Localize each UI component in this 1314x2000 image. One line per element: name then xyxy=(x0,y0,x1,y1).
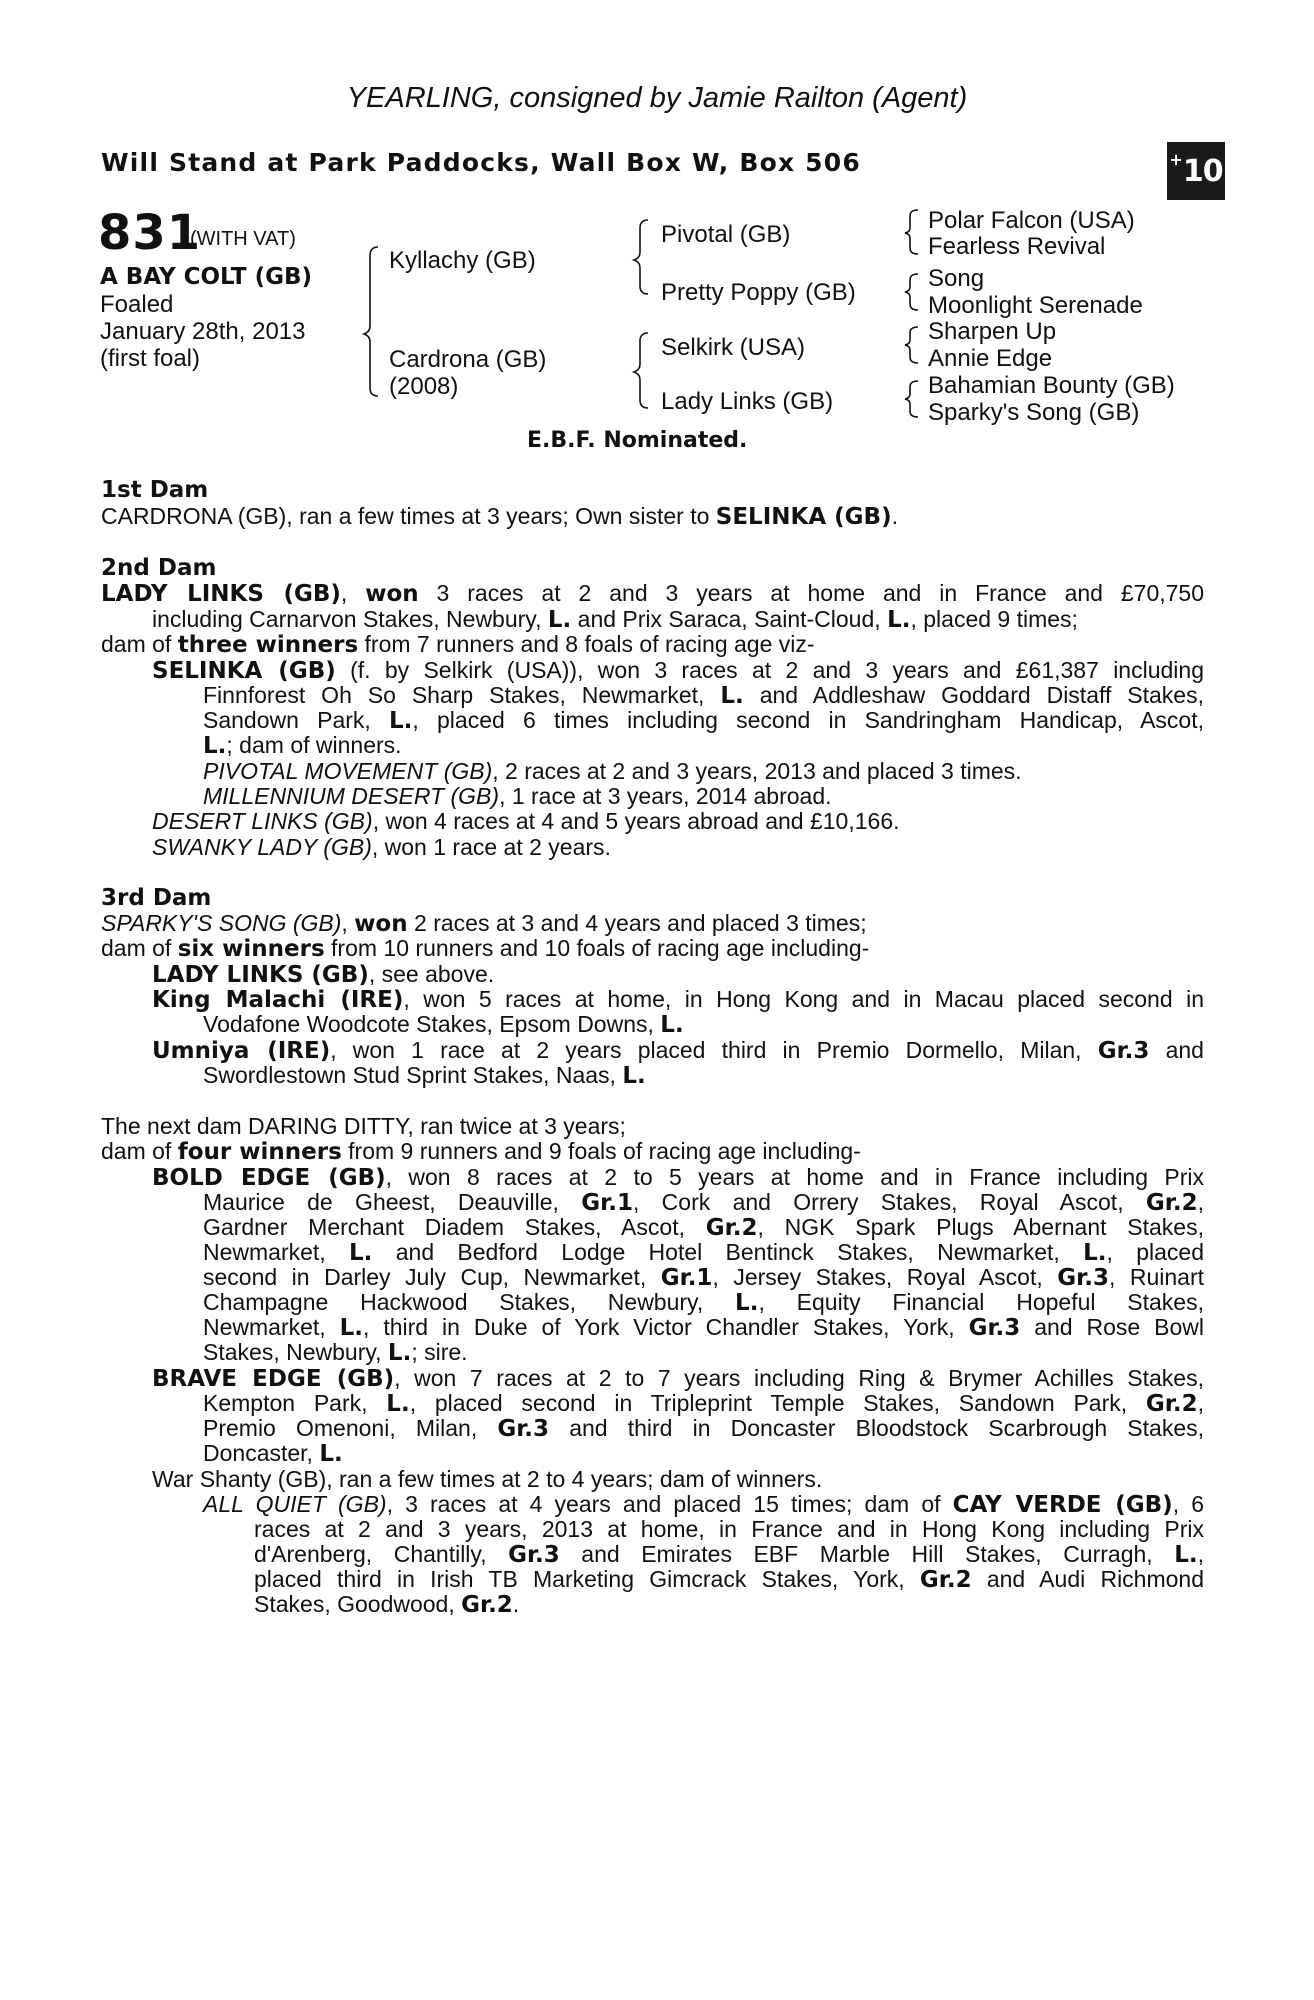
first-dam-desc: CARDRONA (GB), ran a few times at 3 years; Own sister to xyxy=(101,503,716,529)
text: , see above. xyxy=(368,961,495,987)
text: , placed 6 times including second in Sandringham Handicap, Ascot, xyxy=(412,707,1205,733)
text: Swordlestown Stud Sprint Stakes, Naas, xyxy=(203,1062,623,1088)
millennium-desert-line xyxy=(203,784,1204,810)
text: and third in Doncaster Bloodstock Scarbrough Stakes, xyxy=(549,1415,1205,1441)
group-1: Gr.1 xyxy=(660,1265,713,1291)
next-dam-line: The next dam DARING DITTY, ran twice at 3 years; xyxy=(101,1113,626,1139)
horse-name: SPARKY'S SONG (GB) xyxy=(101,910,342,936)
g3-name: Sparky's Song (GB) xyxy=(928,399,1140,426)
text: , NGK Spark Plugs Abernant Stakes, xyxy=(757,1214,1204,1240)
horse-name: PIVOTAL MOVEMENT (GB) xyxy=(203,758,493,784)
brave-edge-line3 xyxy=(203,1416,1204,1443)
text: Premio Omenoni, Milan, xyxy=(203,1415,498,1441)
group-2: Gr.2 xyxy=(1145,1391,1198,1417)
winners-count: four winners xyxy=(177,1139,342,1165)
text: , won 7 races at 2 to 7 years including Ring & Brymer Achilles Stakes, xyxy=(394,1365,1204,1391)
umniya-line1 xyxy=(152,1038,1204,1065)
badge-text: 10 xyxy=(1182,153,1223,189)
selinka-line2 xyxy=(203,683,1204,710)
third-dam-heading: 3rd Dam xyxy=(101,885,212,911)
bold-edge-line3 xyxy=(203,1215,1204,1242)
text: , Ruinart xyxy=(1108,1264,1204,1290)
text: Doncaster, xyxy=(203,1440,320,1466)
dam-sire: Selkirk (USA) xyxy=(661,334,806,361)
punct: . xyxy=(512,1591,520,1617)
text: , placed 9 times; xyxy=(910,606,1078,632)
bold-edge-line8 xyxy=(203,1340,1204,1367)
pivotal-movement-line xyxy=(203,759,1204,785)
foaled-date: January 28th, 2013 xyxy=(100,318,306,345)
text: from 9 runners and 9 foals of racing age including- xyxy=(341,1138,861,1164)
punct: . xyxy=(891,503,898,529)
foaled-label: Foaled xyxy=(100,291,174,318)
text: and Emirates EBF Marble Hill Stakes, Curragh, xyxy=(559,1541,1175,1567)
text: Gardner Merchant Diadem Stakes, Ascot, xyxy=(203,1214,706,1240)
text: Stakes, Newbury, xyxy=(203,1339,388,1365)
listed: L. xyxy=(389,708,413,734)
listed: L. xyxy=(1083,1240,1107,1266)
listed: L. xyxy=(203,733,227,759)
text: d'Arenberg, Chantilly, xyxy=(254,1541,509,1567)
horse-name: DESERT LINKS (GB) xyxy=(152,808,373,834)
dam-dam: Lady Links (GB) xyxy=(661,388,834,415)
text: Kempton Park, xyxy=(203,1390,387,1416)
text: and xyxy=(1149,1037,1204,1063)
text: placed third in Irish TB Marketing Gimcrack Stakes, York, xyxy=(254,1566,920,1592)
g3-name: Song xyxy=(928,265,985,292)
group-2: Gr.2 xyxy=(461,1592,513,1618)
text: Champagne Hackwood Stakes, Newbury, xyxy=(203,1289,736,1315)
text: , Equity Financial Hopeful Stakes, xyxy=(758,1289,1204,1315)
ebf-nominated: E.B.F. Nominated. xyxy=(527,428,748,453)
first-foal-note: (first foal) xyxy=(100,345,201,372)
listed: L. xyxy=(622,1063,646,1089)
bold-edge-line6 xyxy=(203,1290,1204,1317)
lady-links-see-above xyxy=(152,962,1204,989)
text: Finnforest Oh So Sharp Stakes, Newmarket, xyxy=(203,682,721,708)
text: including Carnarvon Stakes, Newbury, xyxy=(152,606,548,632)
text: ; sire. xyxy=(411,1339,468,1365)
horse-name: LADY LINKS (GB) xyxy=(101,581,341,607)
text: and Rose Bowl xyxy=(1020,1314,1204,1340)
selinka-line3 xyxy=(203,708,1204,735)
text: from 10 runners and 10 foals of racing age including- xyxy=(324,935,870,961)
text: from 7 runners and 8 foals of racing age viz- xyxy=(358,631,815,657)
text: Vodafone Woodcote Stakes, Epsom Downs, xyxy=(203,1011,661,1037)
bold-edge-line2 xyxy=(203,1190,1204,1217)
group-1: Gr.1 xyxy=(581,1190,633,1216)
selinka-line4 xyxy=(203,733,1204,760)
war-shanty-line: War Shanty (GB), ran a few times at 2 to 4 years; dam of winners. xyxy=(152,1466,823,1492)
group-3: Gr.3 xyxy=(508,1542,560,1568)
text: , 6 xyxy=(1172,1491,1204,1517)
winners-count: six winners xyxy=(177,936,325,962)
punct: , xyxy=(341,910,355,936)
text: , Cork and Orrery Stakes, Royal Ascot, xyxy=(632,1189,1146,1215)
king-malachi-line1 xyxy=(152,987,1204,1014)
text: Sandown Park, xyxy=(203,707,389,733)
vat-note: (WITH VAT) xyxy=(190,228,296,250)
umniya-line2 xyxy=(203,1063,1204,1090)
punct: , xyxy=(1197,1541,1204,1567)
group-2: Gr.2 xyxy=(705,1215,758,1241)
group-3: Gr.3 xyxy=(1057,1265,1109,1291)
g3-name: Fearless Revival xyxy=(928,233,1106,260)
group-label: Gr. xyxy=(1097,1038,1134,1064)
listed: L. xyxy=(887,607,911,633)
king-malachi-line2 xyxy=(203,1012,1204,1039)
badge-plus: + xyxy=(1169,149,1182,169)
text: second in Darley July Cup, Newmarket, xyxy=(203,1264,661,1290)
horse-name: BOLD EDGE (GB) xyxy=(152,1165,386,1191)
horse-name: SELINKA (GB) xyxy=(152,658,336,684)
second-dam-dam-of xyxy=(101,632,1204,659)
horse-name: MILLENNIUM DESERT (GB) xyxy=(203,783,500,809)
group-2: Gr.2 xyxy=(919,1567,972,1593)
text: , won 5 races at home, in Hong Kong and in Macau placed second in xyxy=(403,986,1204,1012)
listed: L. xyxy=(660,1012,684,1038)
won-label: won xyxy=(354,911,408,937)
text: and Prix Saraca, Saint-Cloud, xyxy=(571,606,888,632)
horse-name: SWANKY LADY (GB) xyxy=(152,834,372,860)
consignment-header: YEARLING, consigned by Jamie Railton (Agent) xyxy=(346,82,968,114)
sparkys-song-line xyxy=(101,911,1204,938)
text: , 1 race at 3 years, 2014 abroad. xyxy=(499,783,832,809)
g3-name: Bahamian Bounty (GB) xyxy=(928,372,1175,399)
group-3: Gr.3 xyxy=(497,1416,550,1442)
all-quiet-line1 xyxy=(203,1492,1204,1519)
won-label: won xyxy=(365,581,419,607)
third-dam-dam-of xyxy=(101,936,1204,963)
listed: L. xyxy=(1174,1542,1198,1568)
lady-links-line2 xyxy=(152,607,1204,634)
text: , won 1 race at 2 years. xyxy=(371,834,611,860)
listed: L. xyxy=(349,1240,373,1266)
text: , placed second in Tripleprint Temple Stakes, Sandown Park, xyxy=(409,1390,1146,1416)
horse-name: BRAVE EDGE (GB) xyxy=(152,1366,395,1392)
first-dam-heading: 1st Dam xyxy=(101,477,209,503)
brave-edge-line2 xyxy=(203,1391,1204,1418)
text: and Addleshaw Goddard Distaff Stakes, xyxy=(743,682,1204,708)
all-quiet-line4 xyxy=(254,1567,1204,1594)
horse-name: ALL QUIET (GB) xyxy=(203,1491,387,1517)
next-dam-dam-of xyxy=(101,1139,1204,1166)
g3-name: Annie Edge xyxy=(928,345,1053,372)
text: , 3 races at 4 years and placed 15 times; dam of xyxy=(386,1491,953,1517)
lot-number: 831 xyxy=(98,205,202,261)
horse-name: King Malachi (IRE) xyxy=(152,987,404,1013)
listed: L. xyxy=(339,1315,364,1341)
stand-location: Will Stand at Park Paddocks, Wall Box W, Box 506 xyxy=(101,148,861,177)
group-number: 3 xyxy=(1133,1038,1150,1064)
punct: , xyxy=(1197,1390,1204,1416)
winners-count: three winners xyxy=(177,632,359,658)
punct: , xyxy=(340,580,366,606)
text: Maurice de Gheest, Deauville, xyxy=(203,1189,582,1215)
horse-name: CAY VERDE (GB) xyxy=(952,1492,1173,1518)
text: dam of xyxy=(101,1138,178,1164)
desert-links-line xyxy=(152,809,1204,835)
text: , Jersey Stakes, Royal Ascot, xyxy=(712,1264,1058,1290)
all-quiet-line2: races at 2 and 3 years, 2013 at home, in France and in Hong Kong including Prix xyxy=(254,1516,1204,1542)
listed: L. xyxy=(387,1340,412,1366)
text: 3 races at 2 and 3 years at home and in France and £70,750 xyxy=(418,580,1205,606)
sire-dam: Pretty Poppy (GB) xyxy=(661,279,856,306)
second-dam-heading: 2nd Dam xyxy=(101,555,217,581)
text: ; dam of winners. xyxy=(226,732,402,758)
lady-links-line1 xyxy=(101,581,1204,608)
bold-edge-line7 xyxy=(203,1315,1204,1342)
dam: Cardrona (GB) xyxy=(389,346,547,373)
listed: L. xyxy=(319,1441,343,1467)
g3-name: Polar Falcon (USA) xyxy=(928,207,1135,234)
text: and Audi Richmond xyxy=(971,1566,1204,1592)
brave-edge-line1 xyxy=(152,1366,1204,1393)
punct: , xyxy=(1197,1189,1204,1215)
listed: L. xyxy=(720,683,744,709)
first-dam-text xyxy=(101,504,898,531)
brave-edge-line4 xyxy=(203,1441,1204,1468)
text: , placed xyxy=(1106,1239,1204,1265)
listed: L. xyxy=(386,1391,410,1417)
listed: L. xyxy=(735,1290,759,1316)
text: Stakes, Goodwood, xyxy=(254,1591,462,1617)
listed: L. xyxy=(547,607,572,633)
text: , won 1 race at 2 years placed third in Premio Dormello, Milan, xyxy=(330,1037,1098,1063)
text: , won 4 races at 4 and 5 years abroad and £10,166. xyxy=(372,808,900,834)
text: dam of xyxy=(101,935,178,961)
text: Newmarket, xyxy=(203,1239,350,1265)
sire-sire: Pivotal (GB) xyxy=(661,221,791,248)
text: and Bedford Lodge Hotel Bentinck Stakes, Newmarket, xyxy=(372,1239,1084,1265)
text: , won 8 races at 2 to 5 years at home and in France including Prix xyxy=(385,1164,1204,1190)
group-2: Gr.2 xyxy=(1145,1190,1198,1216)
bold-edge-line1 xyxy=(152,1165,1204,1192)
lot-description: A BAY COLT (GB) xyxy=(100,264,313,290)
horse-name: Umniya (IRE) xyxy=(152,1038,331,1064)
group-3: Gr.3 xyxy=(968,1315,1021,1341)
bold-edge-line4 xyxy=(203,1240,1204,1267)
bold-edge-line5 xyxy=(203,1265,1204,1292)
text: , third in Duke of York Victor Chandler Stakes, York, xyxy=(363,1314,969,1340)
all-quiet-line3 xyxy=(254,1542,1204,1569)
text: Newmarket, xyxy=(203,1314,340,1340)
text: , 2 races at 2 and 3 years, 2013 and placed 3 times. xyxy=(492,758,1022,784)
sire: Kyllachy (GB) xyxy=(389,247,536,274)
text: (f. by Selkirk (USA)), won 3 races at 2 and 3 years and £61,387 including xyxy=(335,657,1204,683)
swanky-lady-line xyxy=(152,835,1204,861)
own-sister: SELINKA (GB) xyxy=(715,504,892,530)
all-quiet-line5 xyxy=(254,1592,1204,1619)
text: 2 races at 3 and 4 years and placed 3 times; xyxy=(407,910,867,936)
g3-name: Moonlight Serenade xyxy=(928,292,1143,319)
text: dam of xyxy=(101,631,178,657)
selinka-line1 xyxy=(152,658,1204,685)
horse-name: LADY LINKS (GB) xyxy=(152,962,369,988)
g3-name: Sharpen Up xyxy=(928,318,1057,345)
dam-year: (2008) xyxy=(389,373,459,400)
